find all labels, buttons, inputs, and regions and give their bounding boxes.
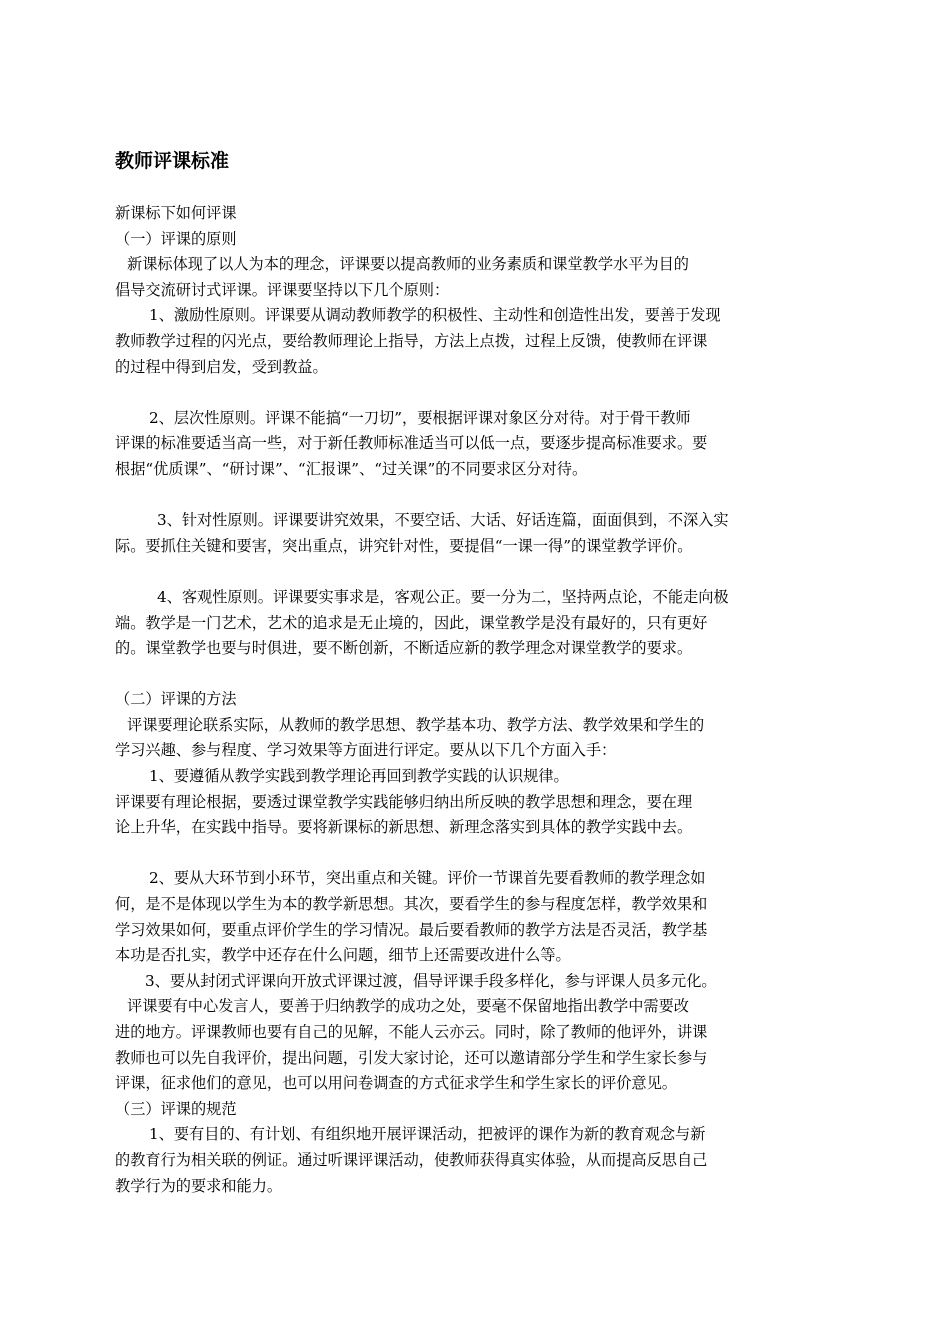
paragraph-line: 论上升华，在实践中指导。要将新课标的新思想、新理念落实到具体的教学实践中去。 bbox=[115, 818, 693, 837]
paragraph-line: 教师也可以先自我评价，提出问题，引发大家讨论，还可以邀请部分学生和学生家长参与 bbox=[115, 1048, 708, 1067]
paragraph-line: 何，是不是体现以学生为本的教学新思想。其次，要看学生的参与程度怎样，教学效果和 bbox=[115, 895, 708, 914]
paragraph-line: 2、要从大环节到小环节，突出重点和关键。评价一节课首先要看教师的教学理念如 bbox=[149, 869, 706, 888]
paragraph-line: 端。教学是一门艺术，艺术的追求是无止境的，因此，课堂教学是没有最好的，只有更好 bbox=[115, 613, 708, 632]
paragraph-line: 进的地方。评课教师也要有自己的见解，不能人云亦云。同时，除了教师的他评外，讲课 bbox=[115, 1023, 708, 1041]
spacer bbox=[115, 559, 840, 585]
paragraph-line: 学习兴趣、参与程度、学习效果等方面进行评定。要从以下几个方面入手： bbox=[115, 741, 617, 760]
paragraph-line: 教学行为的要求和能力。 bbox=[115, 1176, 283, 1195]
paragraph-line: 学习效果如何，要重点评价学生的学习情况。最后要看教师的教学方法是否灵活，教学基 bbox=[115, 920, 708, 939]
paragraph-line: 倡导交流研讨式评课。评课要坚持以下几个原则： bbox=[115, 280, 450, 299]
paragraph-line: 3、要从封闭式评课向开放式评课过渡，倡导评课手段多样化，参与评课人员多元化。 bbox=[145, 971, 717, 990]
paragraph-line: 1、要有目的、有计划、有组织地开展评课活动，把被评的课作为新的教育观念与新 bbox=[149, 1125, 706, 1144]
paragraph-line: 评课，征求他们的意见，也可以用问卷调查的方式征求学生和学生家长的评价意见。 bbox=[115, 1074, 677, 1093]
paragraph-line: 的教育行为相关联的例证。通过听课评课活动，使教师获得真实体验，从而提高反思自己 bbox=[115, 1150, 708, 1169]
paragraph-line: 新课标体现了以人为本的理念，评课要以提高教师的业务素质和课堂教学水平为目的 bbox=[127, 255, 689, 274]
paragraph-line: 评课要有中心发言人，要善于归纳教学的成功之处，要毫不保留地指出教学中需要改 bbox=[127, 997, 689, 1016]
paragraph-line: 评课的标准要适当高一些，对于新任教师标准适当可以低一点，要逐步提高标准要求。要 bbox=[115, 434, 708, 453]
paragraph-line: 教师教学过程的闪光点，要给教师理论上指导，方法上点拨，过程上反馈，使教师在评课 bbox=[115, 331, 708, 350]
paragraph-line: 评课要有理论根据，要透过课堂教学实践能够归纳出所反映的教学思想和理念，要在理 bbox=[115, 792, 693, 811]
paragraph-line: 4、客观性原则。评课要实事求是，客观公正。要一分为二，坚持两点论，不能走向极 bbox=[157, 587, 729, 606]
page-title: 教师评课标准 bbox=[115, 150, 230, 172]
paragraph-line: 1、要遵循从教学实践到教学理论再回到教学实践的认识规律。 bbox=[149, 767, 569, 786]
paragraph-line: 的。课堂教学也要与时俱进，要不断创新，不断适应新的教学理念对课堂教学的要求。 bbox=[115, 639, 693, 658]
paragraph-line: 际。要抓住关键和要害，突出重点，讲究针对性，要提倡“一课一得”的课堂教学评价。 bbox=[115, 536, 693, 555]
paragraph-line: 3、针对性原则。评课要讲究效果，不要空话、大话、好话连篇，面面俱到，不深入实 bbox=[157, 511, 729, 530]
spacer bbox=[115, 841, 840, 867]
paragraph-line: 本功是否扎实，教学中还存在什么问题，细节上还需要改进什么等。 bbox=[115, 946, 571, 965]
spacer bbox=[115, 662, 840, 688]
section-heading-principles: （一）评课的原则 bbox=[115, 229, 237, 248]
spacer bbox=[115, 380, 840, 406]
paragraph-line: 2、层次性原则。评课不能搞“一刀切”，要根据评课对象区分对待。对于骨干教师 bbox=[149, 408, 691, 427]
spacer bbox=[115, 483, 840, 509]
paragraph-line: 1、激励性原则。评课要从调动教师教学的积极性、主动性和创造性出发，要善于发现 bbox=[149, 306, 721, 325]
section-heading-methods: （二）评课的方法 bbox=[115, 690, 237, 709]
document-body bbox=[115, 201, 840, 1199]
paragraph-line: 评课要理论联系实际，从教师的教学思想、教学基本功、教学方法、教学效果和学生的 bbox=[127, 715, 705, 734]
subtitle: 新课标下如何评课 bbox=[115, 204, 237, 222]
paragraph-line: 的过程中得到启发，受到教益。 bbox=[115, 357, 328, 376]
paragraph-line: 根据“优质课”、“研讨课”、“汇报课”、“过关课”的不同要求区分对待。 bbox=[115, 459, 588, 478]
section-heading-norms: （三）评课的规范 bbox=[115, 1099, 237, 1118]
